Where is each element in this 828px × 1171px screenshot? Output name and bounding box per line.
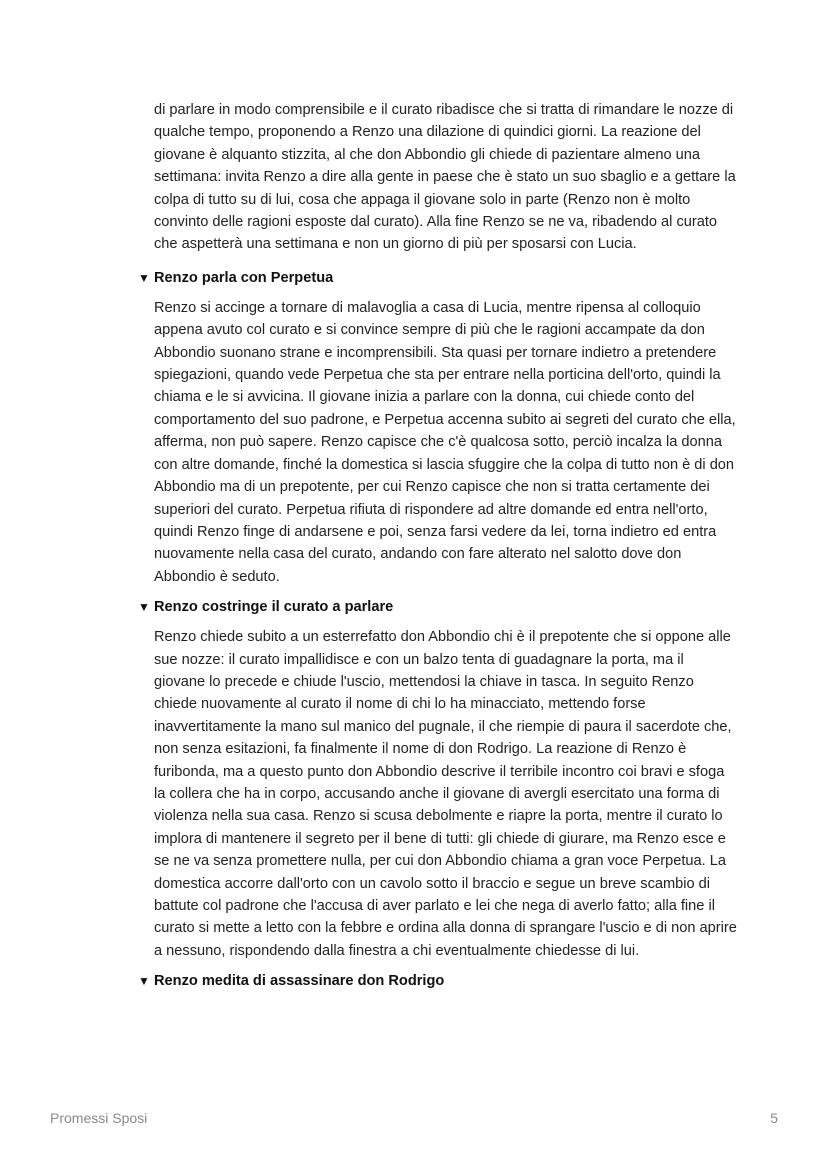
section-heading: Renzo parla con Perpetua <box>154 269 334 286</box>
section-heading: Renzo costringe il curato a parlare <box>154 599 394 616</box>
triangle-down-icon: ▼ <box>138 600 150 615</box>
section-body: Renzo si accinge a tornare di malavoglia a casa di Lucia, mentre ripensa al colloquio appena avuto col curato e si convince sempre di più che le ragioni accampate da don Abbondio suonano strane e incomprensibili. Sta quasi per tornare indietro a pretendere spiegazioni, quando vede Perpetua che sta per entrare nella porticina dell'orto, quindi la chiama e le si avvicina. Il giovane inizia a parlare con la donna, cui chiede conto del comportamento del suo padrone, e Perpetua accenna subito ai segreti del curato che ella, afferma, non può sapere. Renzo capisce che c'è qualcosa sotto, perciò incalza la donna con altre domande, finché la domestica si lascia sfuggire che la colpa di tutto non è di don Abbondio ma di un prepotente, per cui Renzo capisce che non si tratta certamente dei superiori del curato. Perpetua rifiuta di rispondere ad altre domande ed entra nell'orto, quindi Renzo finge di andarsene e poi, senza farsi vedere da lei, torna indietro ed entra nuovamente nella casa del curato, andando con fare alterato nel salotto dove don Abbondio è seduto. <box>154 299 736 585</box>
triangle-down-icon: ▼ <box>138 270 150 285</box>
section-body: Renzo chiede subito a un esterrefatto don Abbondio chi è il prepotente che si oppone alle sue nozze: il curato impallidisce e con un balzo tenta di guadagnare la porta, ma il giovane lo precede e chiude l'uscio, mettendosi la chiave in tasca. In seguito Renzo chiede nuovamente al curato il nome di chi lo ha minacciato, mettendo forse inavvertitamente la mano sul manico del pugnale, il che riempie di paura il sacerdote che, non senza esitazioni, fa finalmente il nome di don Rodrigo. La reazione di Renzo è furibonda, ma a questo punto don Abbondio descrive il terribile incontro coi bravi e sfoga la collera che ha in corpo, accusando anche il giovane di avergli esercitato una forma di violenza nella sua casa. Renzo si scusa debolmente e riapre la porta, mentre il curato lo implora di mantenere il segreto per il bene di tutti: gli chiede di giurare, ma Renzo esce e se ne va senza promettere nulla, per cui don Abbondio chiama a gran voce Perpetua. La domestica accorre dall'orto con un cavolo sotto il braccio e segue un breve scambio di battute col padrone che l'accusa di aver parlato e lei che nega di averlo fatto; alla fine il curato si mette a letto con la febbre e ordina alla donna di sprangare l'uscio e di non aprire a nessuno, rispondendo dalla finestra a chi eventualmente chiedesse di lui. <box>154 629 737 959</box>
section-heading: Renzo medita di assassinare don Rodrigo <box>154 973 445 990</box>
toggle-heading-renzo-medita-di-assassinare[interactable] <box>138 970 738 992</box>
intro-paragraph: di parlare in modo comprensibile e il curato ribadisce che si tratta di rimandare le nozze di qualche tempo, proponendo a Renzo una dilazione di quindici giorni. La reazione del giovane è alquanto stizzita, al che don Abbondio gli chiede di pazientare almeno una settimana: invita Renzo a dire alla gente in paese che è stato un suo sbaglio e a gettare la colpa di tutto su di lui, cosa che appaga il giovane solo in parte (Renzo non è molto convinto delle ragioni esposte dal curato). Alla fine Renzo se ne va, ribadendo al curato che aspetterà una settimana e non un giorno di più per sposarsi con Lucia. <box>154 102 736 253</box>
footer-document-title: Promessi Sposi <box>50 1110 148 1126</box>
toggle-heading-renzo-parla-con-perpetua[interactable] <box>138 267 738 289</box>
footer-page-number: 5 <box>770 1110 778 1126</box>
document-content <box>138 99 738 992</box>
triangle-down-icon: ▼ <box>138 974 150 989</box>
toggle-heading-renzo-costringe-il-curato[interactable] <box>138 596 738 618</box>
